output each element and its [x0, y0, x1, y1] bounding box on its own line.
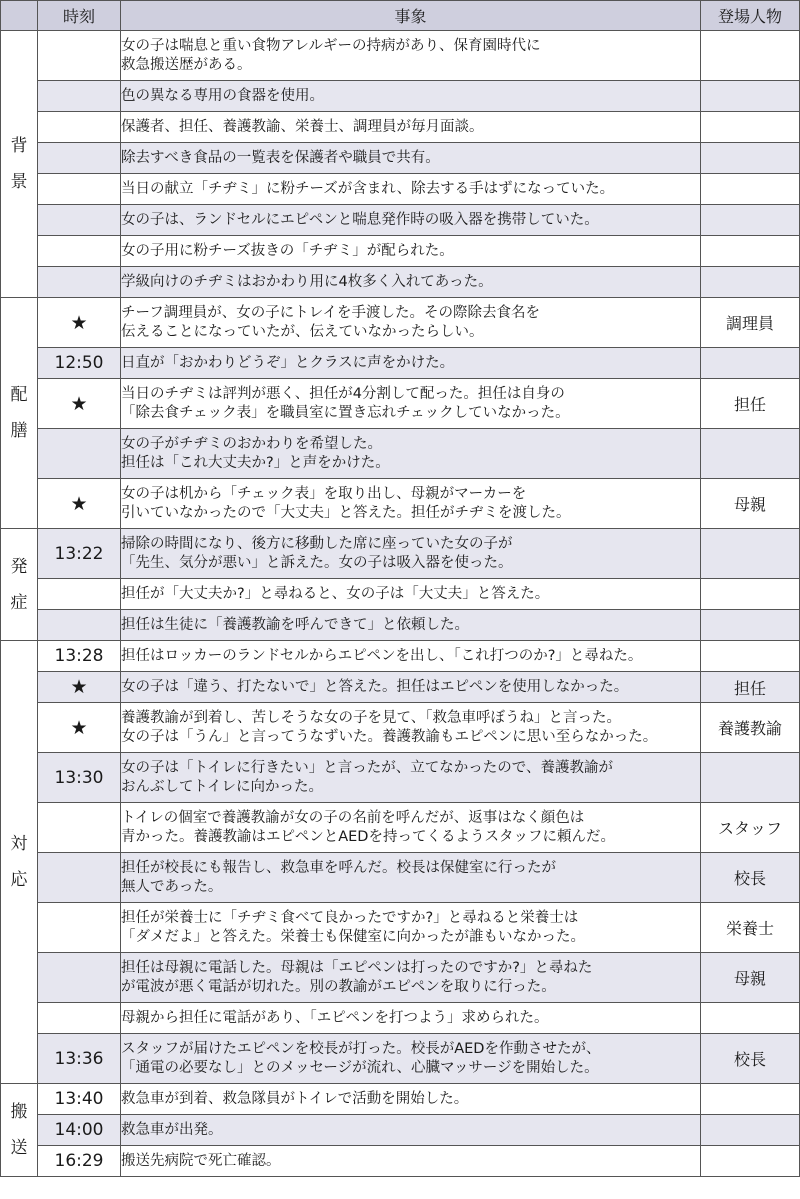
event-line: 女の子は喘息と重い食物アレルギーの持病があり、保育園時代に	[121, 37, 541, 54]
time-cell	[38, 1003, 121, 1034]
timeline-row	[1, 205, 800, 236]
timeline-row	[1, 1146, 800, 1177]
event-line: 掃除の時間になり、後方に移動した席に座っていた女の子が	[121, 535, 513, 552]
person-cell	[701, 348, 800, 379]
time-cell: 13:28	[38, 641, 121, 672]
event-cell	[121, 205, 701, 236]
header-person: 登場人物	[701, 1, 800, 31]
time-cell	[38, 267, 121, 298]
person-cell	[701, 31, 800, 81]
person-cell	[701, 429, 800, 479]
event-line: 「先生、気分が悪い」と訴えた。女の子は吸入器を使った。	[121, 554, 513, 571]
section-label-serving	[1, 298, 38, 529]
person-cell: 母親	[701, 953, 800, 1003]
event-line: 無人であった。	[121, 878, 223, 895]
timeline-row	[1, 953, 800, 1003]
event-line: 救急車が到着、救急隊員がトイレで活動を開始した。	[121, 1090, 469, 1107]
event-cell	[121, 529, 701, 579]
timeline-row	[1, 31, 800, 81]
section-label-text: 対応	[10, 834, 28, 890]
event-line: 養護教諭が到着し、苦しそうな女の子を見て、「救急車呼ぼうね」と言った。	[121, 709, 621, 726]
event-line: 保護者、担任、養護教諭、栄養士、調理員が毎月面談。	[121, 118, 484, 135]
person-cell: スタッフ	[701, 803, 800, 853]
key-point-star: ★	[38, 703, 121, 753]
person-cell	[701, 529, 800, 579]
event-line: おんぶしてトイレに向かった。	[121, 778, 323, 795]
event-line: 伝えることになっていたが、伝えていなかったらしい。	[121, 323, 484, 340]
event-cell	[121, 379, 701, 429]
event-cell	[121, 1034, 701, 1084]
time-cell	[38, 610, 121, 641]
time-cell: 13:36	[38, 1034, 121, 1084]
timeline-row	[1, 1084, 800, 1115]
event-line: 担任はロッカーのランドセルからエピペンを出し、「これ打つのか?」と尋ねた。	[121, 647, 643, 664]
event-cell	[121, 429, 701, 479]
timeline-row	[1, 610, 800, 641]
key-point-star: ★	[38, 379, 121, 429]
person-cell	[701, 1146, 800, 1177]
person-cell: 校長	[701, 1034, 800, 1084]
event-line: 女の子は「うん」と言ってうなずいた。養護教諭もエピペンに思い至らなかった。	[121, 728, 658, 745]
time-cell	[38, 205, 121, 236]
header-row	[1, 1, 800, 31]
person-cell	[701, 143, 800, 174]
section-label-text: 搬送	[10, 1102, 28, 1158]
person-cell	[701, 753, 800, 803]
key-point-star: ★	[38, 298, 121, 348]
event-line: トイレの個室で養護教諭が女の子の名前を呼んだが、返事はなく顔色は	[121, 809, 585, 826]
event-cell	[121, 641, 701, 672]
time-cell	[38, 803, 121, 853]
event-line: 女の子は、ランドセルにエピペンと喘息発作時の吸入器を携帯していた。	[121, 211, 599, 228]
timeline-row	[1, 1034, 800, 1084]
person-cell: 栄養士	[701, 903, 800, 953]
event-line: 搬送先病院で死亡確認。	[121, 1152, 281, 1169]
timeline-row	[1, 1115, 800, 1146]
timeline-row	[1, 348, 800, 379]
person-cell	[701, 1084, 800, 1115]
person-cell: 担任	[701, 672, 800, 703]
timeline-row	[1, 853, 800, 903]
event-cell	[121, 1146, 701, 1177]
key-point-star: ★	[38, 672, 121, 703]
event-cell	[121, 953, 701, 1003]
time-cell	[38, 579, 121, 610]
person-cell	[701, 112, 800, 143]
person-cell: 母親	[701, 479, 800, 529]
event-line: 担任が校長にも報告し、救急車を呼んだ。校長は保健室に行ったが	[121, 859, 556, 876]
event-cell	[121, 803, 701, 853]
time-cell	[38, 143, 121, 174]
event-cell	[121, 112, 701, 143]
event-line: 女の子は「トイレに行きたい」と言ったが、立てなかったので、養護教諭が	[121, 759, 613, 776]
timeline-row	[1, 529, 800, 579]
time-cell	[38, 429, 121, 479]
event-line: 学級向けのチヂミはおかわり用に4枚多く入れてあった。	[121, 273, 493, 290]
event-cell	[121, 1115, 701, 1146]
timeline-row	[1, 112, 800, 143]
section-label-text: 発症	[10, 556, 28, 613]
timeline-row	[1, 672, 800, 703]
event-line: 除去すべき食品の一覧表を保護者や職員で共有。	[121, 149, 440, 166]
event-cell	[121, 853, 701, 903]
event-line: 女の子がチヂミのおかわりを希望した。	[121, 435, 382, 452]
event-line: 女の子は「違う、打たないで」と答えた。担任はエピペンを使用しなかった。	[121, 678, 629, 695]
event-cell	[121, 1084, 701, 1115]
event-cell	[121, 753, 701, 803]
time-cell: 13:40	[38, 1084, 121, 1115]
time-cell	[38, 236, 121, 267]
event-cell	[121, 298, 701, 348]
timeline-row	[1, 641, 800, 672]
event-line: が電波が悪く電話が切れた。別の教諭がエピペンを取りに行った。	[121, 978, 556, 995]
event-line: スタッフが届けたエピペンを校長が打った。校長がAEDを作動させたが、	[121, 1040, 601, 1057]
section-label-onset	[1, 529, 38, 641]
event-line: 当日のチヂミは評判が悪く、担任が4分割して配った。担任は自身の	[121, 385, 565, 402]
person-cell: 養護教諭	[701, 703, 800, 753]
section-label-text: 背景	[10, 136, 28, 192]
event-cell	[121, 174, 701, 205]
timeline-row	[1, 143, 800, 174]
time-cell	[38, 853, 121, 903]
person-cell	[701, 81, 800, 112]
event-line: 担任は生徒に「養護教諭を呼んできて」と依頼した。	[121, 616, 469, 633]
person-cell	[701, 641, 800, 672]
event-cell	[121, 31, 701, 81]
person-cell	[701, 236, 800, 267]
event-line: 「通電の必要なし」とのメッセージが流れ、心臓マッサージを開始した。	[121, 1059, 599, 1076]
event-line: 担任は母親に電話した。母親は「エピペンは打ったのですか?」と尋ねた	[121, 959, 593, 976]
section-label-background	[1, 31, 38, 298]
time-cell	[38, 81, 121, 112]
section-label-response	[1, 641, 38, 1084]
time-cell: 13:22	[38, 529, 121, 579]
timeline-row	[1, 753, 800, 803]
event-line: 女の子用に粉チーズ抜きの「チヂミ」が配られた。	[121, 242, 454, 259]
event-cell	[121, 479, 701, 529]
event-line: 色の異なる専用の食器を使用。	[121, 87, 324, 104]
header-event: 事象	[121, 1, 701, 31]
time-cell	[38, 174, 121, 205]
time-cell: 14:00	[38, 1115, 121, 1146]
timeline-row	[1, 903, 800, 953]
timeline-row	[1, 81, 800, 112]
event-line: 当日の献立「チヂミ」に粉チーズが含まれ、除去する手はずになっていた。	[121, 180, 615, 197]
timeline-row	[1, 579, 800, 610]
timeline-row	[1, 267, 800, 298]
time-cell	[38, 112, 121, 143]
person-cell	[701, 1003, 800, 1034]
header-section-col	[1, 1, 38, 31]
event-line: 担任は「これ大丈夫か?」と声をかけた。	[121, 454, 390, 471]
event-line: 救急搬送歴がある。	[121, 56, 252, 73]
time-cell	[38, 953, 121, 1003]
event-line: 母親から担任に電話があり、「エピペンを打つよう」求められた。	[121, 1009, 549, 1026]
timeline-row	[1, 174, 800, 205]
timeline-row	[1, 429, 800, 479]
section-label-transport	[1, 1084, 38, 1177]
event-cell	[121, 81, 701, 112]
event-cell	[121, 348, 701, 379]
person-cell	[701, 610, 800, 641]
timeline-row	[1, 379, 800, 429]
event-cell	[121, 703, 701, 753]
person-cell: 調理員	[701, 298, 800, 348]
event-cell	[121, 236, 701, 267]
event-cell	[121, 610, 701, 641]
event-cell	[121, 903, 701, 953]
event-line: チーフ調理員が、女の子にトレイを手渡した。その際除去食名を	[121, 304, 541, 321]
event-line: 「ダメだよ」と答えた。栄養士も保健室に向かったが誰もいなかった。	[121, 928, 585, 945]
time-cell	[38, 31, 121, 81]
person-cell	[701, 579, 800, 610]
event-line: 担任が「大丈夫か?」と尋ねると、女の子は「大丈夫」と答えた。	[121, 585, 550, 602]
event-line: 青かった。養護教諭はエピペンとAEDを持ってくるようスタッフに頼んだ。	[121, 828, 615, 845]
event-line: 日直が「おかわりどうぞ」とクラスに声をかけた。	[121, 354, 455, 371]
person-cell	[701, 267, 800, 298]
event-cell	[121, 267, 701, 298]
event-cell	[121, 1003, 701, 1034]
event-line: 女の子は机から「チェック表」を取り出し、母親がマーカーを	[121, 485, 527, 502]
person-cell	[701, 174, 800, 205]
event-cell	[121, 672, 701, 703]
timeline-row	[1, 236, 800, 267]
timeline-row	[1, 298, 800, 348]
time-cell	[38, 903, 121, 953]
person-cell: 担任	[701, 379, 800, 429]
time-cell: 13:30	[38, 753, 121, 803]
event-line: 担任が栄養士に「チヂミ食べて良かったですか?」と尋ねると栄養士は	[121, 909, 579, 926]
timeline-row	[1, 803, 800, 853]
timeline-row	[1, 479, 800, 529]
section-label-text: 配膳	[10, 385, 28, 441]
event-cell	[121, 143, 701, 174]
event-cell	[121, 579, 701, 610]
key-point-star: ★	[38, 479, 121, 529]
timeline-row	[1, 1003, 800, 1034]
person-cell	[701, 205, 800, 236]
person-cell: 校長	[701, 853, 800, 903]
time-cell: 16:29	[38, 1146, 121, 1177]
event-line: 救急車が出発。	[121, 1121, 223, 1138]
event-line: 引いていなかったので「大丈夫」と答えた。担任がチヂミを渡した。	[121, 504, 571, 521]
timeline-body	[1, 31, 800, 1177]
time-cell: 12:50	[38, 348, 121, 379]
event-line: 「除去食チェック表」を職員室に置き忘れチェックしていなかった。	[121, 404, 570, 421]
person-cell	[701, 1115, 800, 1146]
header-time: 時刻	[38, 1, 121, 31]
timeline-row	[1, 703, 800, 753]
